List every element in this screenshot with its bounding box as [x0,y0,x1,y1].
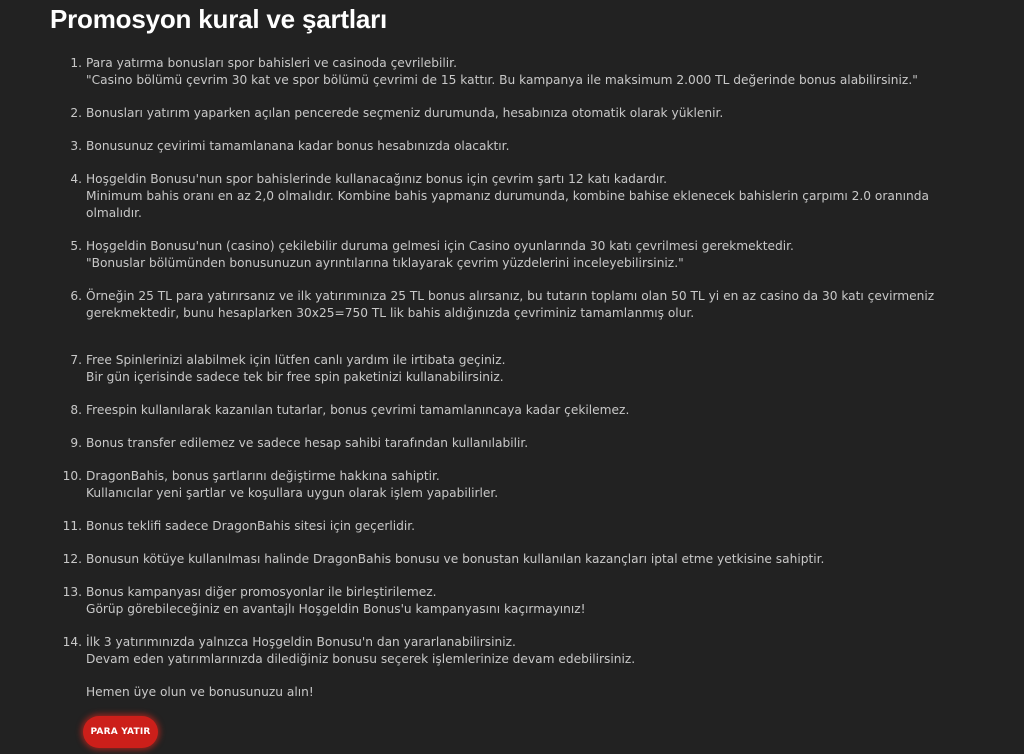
rule-line: Devam eden yatırımlarınızda dilediğiniz bonusu seçerek işlemlerinize devam edebilirsiniz. [86,652,636,666]
rule-line: Freespin kullanılarak kazanılan tutarlar, bonus çevrimi tamamlanıncaya kadar çekilemez. [86,403,630,417]
rule-text [86,518,950,535]
rule-item [50,138,950,155]
closing-text: Hemen üye olun ve bonusunuzu alın! [86,685,314,699]
rule-line: Örneğin 25 TL para yatırırsanız ve ilk yatırımınıza 25 TL bonus alırsanız, bu tutarın toplamı olan 50 TL yi en az casino da 30 katı çevirmeniz gerekmektedir, bunu hesaplarken 30x25=750 TL lik bahis aldığınızda çevriminiz tamamlanmış olur. [86,289,935,320]
rule-text [86,105,950,122]
rule-line: Bir gün içerisinde sadece tek bir free spin paketinizi kullanabilirsiniz. [86,370,504,384]
rule-number: 14. [62,635,82,649]
rule-line: Bonusları yatırım yaparken açılan pencerede seçmeniz durumunda, hesabınıza otomatik olarak yüklenir. [86,106,724,120]
rule-number: 11. [62,519,82,533]
rule-item [50,584,950,618]
rule-line: Minimum bahis oranı en az 2,0 olmalıdır. Kombine bahis yapmanız durumunda, kombine bahise eklenecek bahislerin çarpımı 2.0 oranında olmalıdır. [86,189,929,220]
rule-number: 1. [70,56,82,70]
rule-number: 2. [70,106,82,120]
rule-line: Hoşgeldin Bonusu'nun spor bahislerinde kullanacağınız bonus için çevrim şartı 12 katı kadardır. [86,172,668,186]
rule-line: Free Spinlerinizi alabilmek için lütfen canlı yardım ile irtibata geçiniz. [86,353,506,367]
rule-number: 9. [70,436,82,450]
rule-line: "Casino bölümü çevrim 30 kat ve spor bölümü çevrimi de 15 kattır. Bu kampanya ile maksimum 2.000 TL değerinde bonus alabilirsiniz." [86,73,918,87]
rule-item [50,288,950,322]
rule-text [86,551,950,568]
rule-text [86,468,950,502]
rule-text [86,634,950,668]
rule-item [50,634,950,668]
rule-item [50,402,950,419]
rule-number: 13. [62,585,82,599]
rule-line: Hoşgeldin Bonusu'nun (casino) çekilebilir duruma gelmesi için Casino oyunlarında 30 katı çevrilmesi gerekmektedir. [86,239,794,253]
rule-item [50,171,950,222]
rule-line: Görüp görebileceğiniz en avantajlı Hoşgeldin Bonus'u kampanyasını kaçırmayınız! [86,602,586,616]
rule-item [50,105,950,122]
rule-number: 7. [70,353,82,367]
rule-item [50,518,950,535]
rule-line: Bonusunuz çevirimi tamamlanana kadar bonus hesabınızda olacaktır. [86,139,510,153]
rule-line: Bonus transfer edilemez ve sadece hesap sahibi tarafından kullanılabilir. [86,436,529,450]
rule-text [86,55,950,89]
rule-number: 4. [70,172,82,186]
rule-item [50,435,950,452]
rule-line: DragonBahis, bonus şartlarını değiştirme hakkına sahiptir. [86,469,440,483]
rule-line: İlk 3 yatırımınızda yalnızca Hoşgeldin Bonusu'n dan yararlanabilirsiniz. [86,635,516,649]
page-title: Promosyon kural ve şartları [50,4,388,34]
rule-number: 5. [70,239,82,253]
rules-list [50,55,950,668]
rule-item [50,55,950,89]
rule-text [86,138,950,155]
rule-text [86,238,950,272]
rule-text [86,288,950,322]
rule-line: Para yatırma bonusları spor bahisleri ve casinoda çevrilebilir. [86,56,457,70]
rule-text [86,352,950,386]
deposit-button[interactable]: PARA YATIR [83,716,158,748]
rule-number: 10. [62,469,82,483]
rule-item [50,352,950,386]
rule-text [86,402,950,419]
rule-line: Bonus teklifi sadece DragonBahis sitesi için geçerlidir. [86,519,416,533]
rule-line: "Bonuslar bölümünden bonusunuzun ayrıntılarına tıklayarak çevrim yüzdelerini inceleyebilirsiniz." [86,256,684,270]
rule-item [50,238,950,272]
rule-text [86,584,950,618]
rule-line: Bonusun kötüye kullanılması halinde DragonBahis bonusu ve bonustan kullanılan kazançları iptal etme yetkisine sahiptir. [86,552,825,566]
rule-line: Kullanıcılar yeni şartlar ve koşullara uygun olarak işlem yapabilirler. [86,486,499,500]
rule-text [86,435,950,452]
rule-number: 3. [70,139,82,153]
rule-item [50,551,950,568]
rule-line: Bonus kampanyası diğer promosyonlar ile birleştirilemez. [86,585,437,599]
rule-number: 6. [70,289,82,303]
rule-text [86,171,950,222]
rule-item [50,468,950,502]
rule-number: 12. [62,552,82,566]
rule-number: 8. [70,403,82,417]
